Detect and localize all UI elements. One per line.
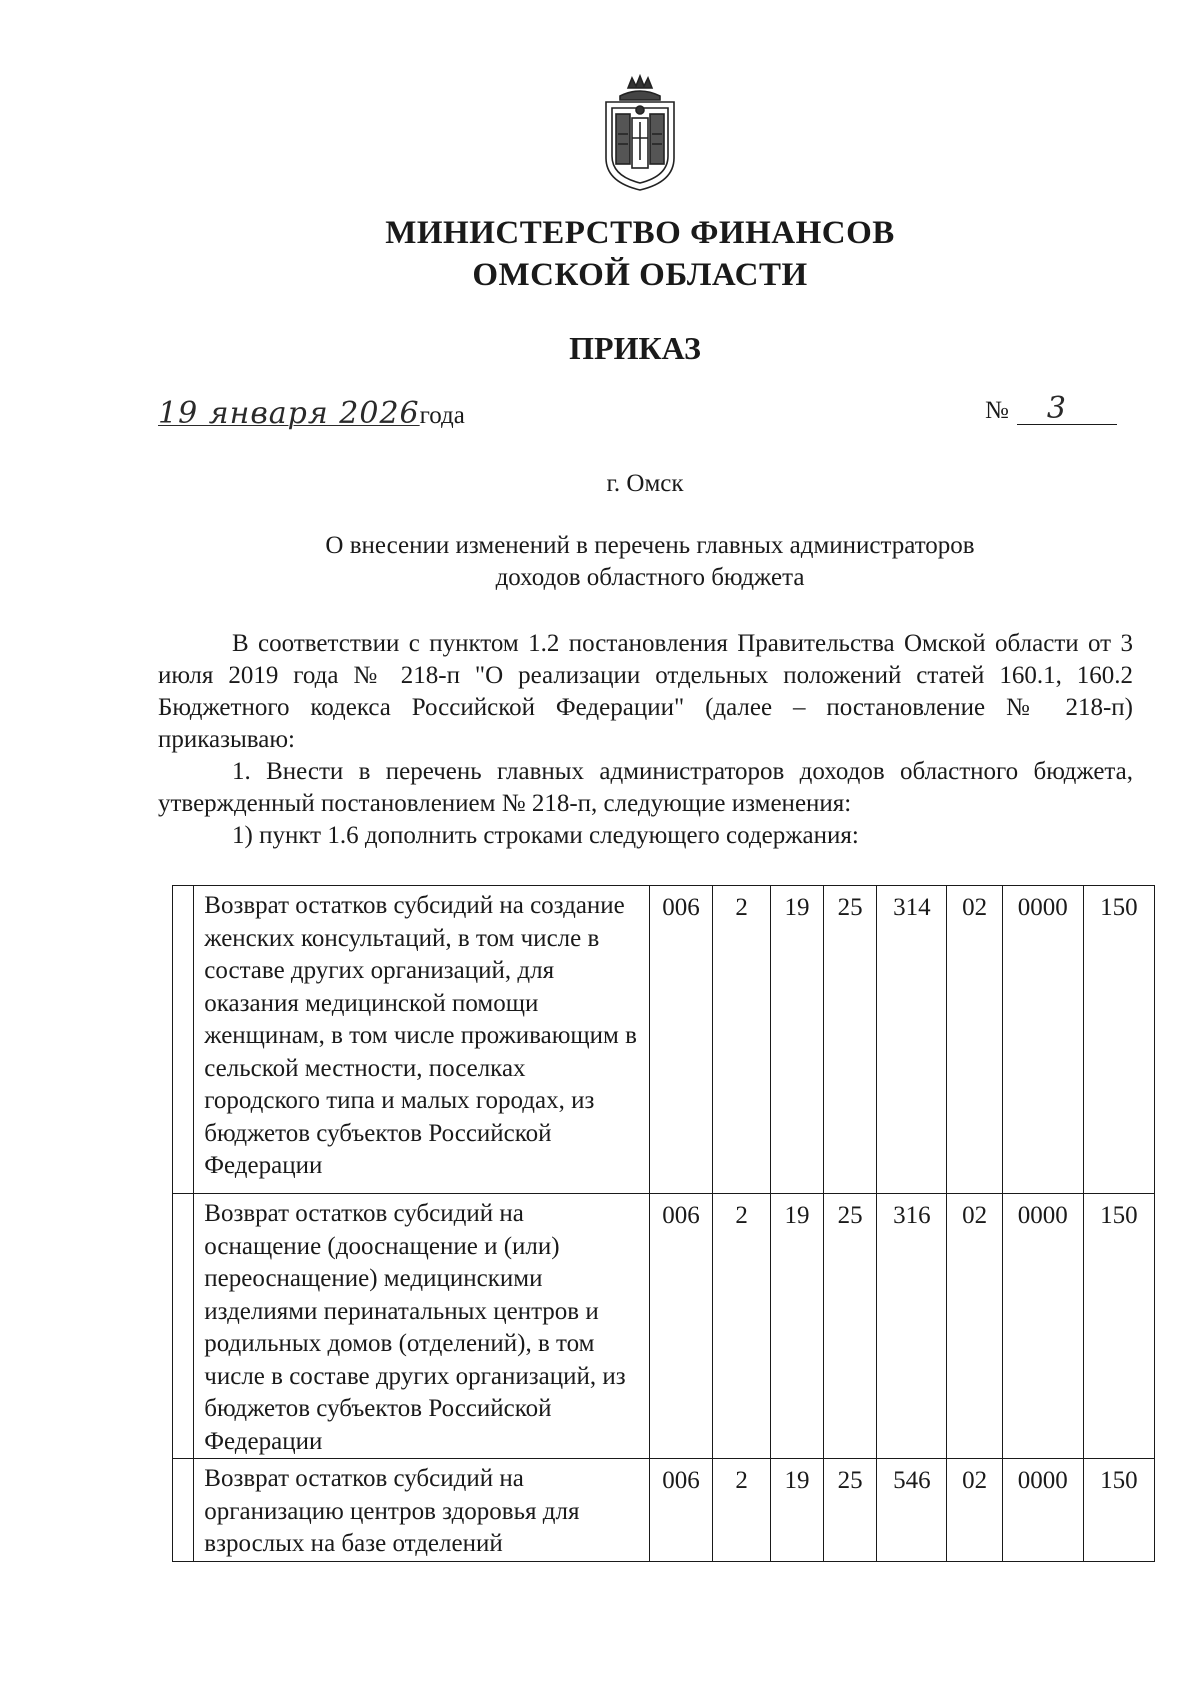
row-description: Возврат остатков субсидий на создание женских консультаций, в том числе в составе других организаций, для оказания медицинской помощи женщинам, в том числе проживающим в сельской местности, поселках городского типа и малых городах, из бюджетов субъектов Российской Федерации bbox=[194, 886, 649, 1194]
code-cell: 006 bbox=[649, 1459, 713, 1562]
code-cell: 02 bbox=[947, 1194, 1002, 1459]
order-number bbox=[985, 391, 1117, 426]
city: г. Омск bbox=[606, 470, 684, 497]
code-cell: 25 bbox=[824, 886, 877, 1194]
body-paragraph-2: 1. Внести в перечень главных администраторов доходов областного бюджета, утвержденный постановлением № 218-п, следующие изменения: bbox=[158, 758, 1133, 817]
amendments-table bbox=[172, 885, 1155, 1562]
body-paragraph-3: 1) пункт 1.6 дополнить строками следующего содержания: bbox=[232, 822, 859, 849]
code-cell: 314 bbox=[877, 886, 947, 1194]
table-row bbox=[173, 1194, 1155, 1459]
coat-of-arms-icon bbox=[598, 74, 682, 192]
table-row bbox=[173, 886, 1155, 1194]
handwritten-number: 3 bbox=[1017, 394, 1117, 425]
code-cell: 25 bbox=[824, 1459, 877, 1562]
code-cell: 150 bbox=[1083, 886, 1154, 1194]
code-cell: 150 bbox=[1083, 1459, 1154, 1562]
row-margin-cell bbox=[173, 886, 194, 1194]
order-subject bbox=[0, 530, 1200, 594]
code-cell: 0000 bbox=[1002, 1194, 1083, 1459]
code-cell: 25 bbox=[824, 1194, 877, 1459]
code-cell: 02 bbox=[947, 1459, 1002, 1562]
subject-line-1: О внесении изменений в перечень главных администраторов bbox=[325, 532, 975, 559]
ministry-line-1: МИНИСТЕРСТВО ФИНАНСОВ bbox=[385, 215, 895, 251]
code-cell: 0000 bbox=[1002, 886, 1083, 1194]
row-margin-cell bbox=[173, 1459, 194, 1562]
code-cell: 150 bbox=[1083, 1194, 1154, 1459]
date-suffix: года bbox=[419, 402, 465, 429]
handwritten-date: 19 января 2026 bbox=[158, 396, 420, 431]
code-cell: 2 bbox=[713, 1194, 770, 1459]
order-body bbox=[158, 628, 1133, 852]
code-cell: 006 bbox=[649, 1194, 713, 1459]
code-cell: 316 bbox=[877, 1194, 947, 1459]
code-cell: 19 bbox=[770, 1459, 823, 1562]
table-row bbox=[173, 1459, 1155, 1562]
row-margin-cell bbox=[173, 1194, 194, 1459]
code-cell: 02 bbox=[947, 886, 1002, 1194]
code-cell: 19 bbox=[770, 886, 823, 1194]
ministry-title bbox=[0, 212, 1200, 296]
subject-line-2: доходов областного бюджета bbox=[495, 564, 805, 591]
code-cell: 546 bbox=[877, 1459, 947, 1562]
ministry-line-2: ОМСКОЙ ОБЛАСТИ bbox=[472, 257, 808, 293]
body-paragraph-1: В соответствии с пунктом 1.2 постановления Правительства Омской области от 3 июля 2019 года № 218-п "О реализации отдельных положений статей 160.1, 160.2 Бюджетного кодекса Российской Федерации" (далее – постановление № 218-п) приказываю: bbox=[158, 630, 1133, 753]
code-cell: 006 bbox=[649, 886, 713, 1194]
order-date bbox=[158, 396, 465, 431]
number-prefix: № bbox=[985, 397, 1009, 424]
row-description: Возврат остатков субсидий на оснащение (дооснащение и (или) переоснащение) медицинскими изделиями перинатальных центров и родильных домов (отделений), в том числе в составе других организаций, из бюджетов субъектов Российской Федерации bbox=[194, 1194, 649, 1459]
document-type: ПРИКАЗ bbox=[569, 330, 701, 366]
code-cell: 19 bbox=[770, 1194, 823, 1459]
code-cell: 0000 bbox=[1002, 1459, 1083, 1562]
row-description: Возврат остатков субсидий на организацию центров здоровья для взрослых на базе отделений bbox=[194, 1459, 649, 1562]
code-cell: 2 bbox=[713, 1459, 770, 1562]
code-cell: 2 bbox=[713, 886, 770, 1194]
